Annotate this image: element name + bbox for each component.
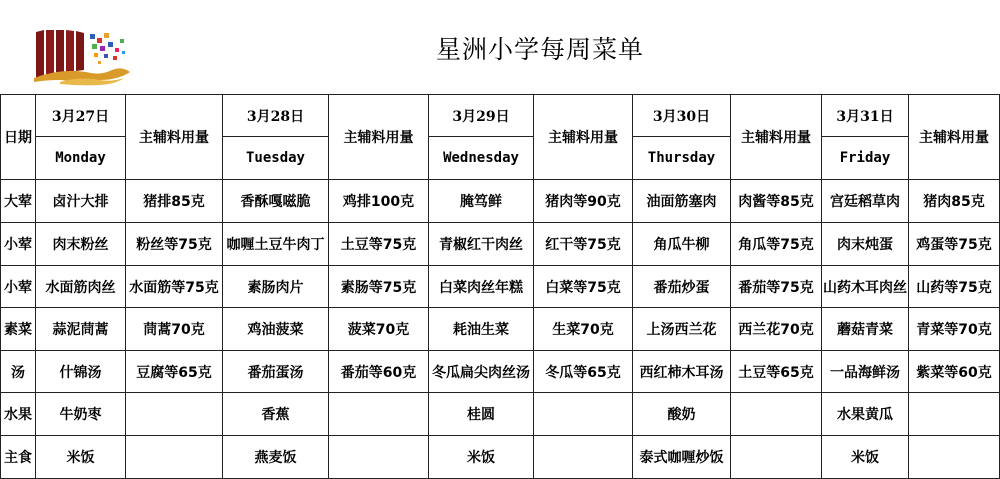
dish-cell: 番茄蛋汤 bbox=[223, 351, 329, 393]
menu-row bbox=[1, 308, 1000, 351]
day-date: 3月27日 bbox=[36, 95, 126, 137]
dish-cell: 肉末粉丝 bbox=[36, 223, 126, 266]
qty-cell: 鸡蛋等75克 bbox=[909, 223, 1000, 266]
qty-cell: 茼蒿70克 bbox=[126, 308, 223, 351]
menu-row bbox=[1, 180, 1000, 223]
qty-cell bbox=[534, 393, 633, 436]
menu-row bbox=[1, 393, 1000, 436]
day-date: 3月28日 bbox=[223, 95, 329, 137]
dish-cell: 水果黄瓜 bbox=[822, 393, 909, 436]
dish-cell: 燕麦饭 bbox=[223, 436, 329, 479]
qty-cell: 山药等75克 bbox=[909, 266, 1000, 308]
qty-cell bbox=[731, 393, 822, 436]
dish-cell: 宫廷稻草肉 bbox=[822, 180, 909, 223]
day-date: 3月30日 bbox=[633, 95, 731, 137]
dish-cell: 素肠肉片 bbox=[223, 266, 329, 308]
dish-cell: 米饭 bbox=[429, 436, 534, 479]
menu-row bbox=[1, 223, 1000, 266]
qty-cell bbox=[126, 436, 223, 479]
dish-cell: 香蕉 bbox=[223, 393, 329, 436]
dish-cell: 桂圆 bbox=[429, 393, 534, 436]
qty-cell: 紫菜等60克 bbox=[909, 351, 1000, 393]
dish-cell: 青椒红干肉丝 bbox=[429, 223, 534, 266]
qty-cell: 豆腐等65克 bbox=[126, 351, 223, 393]
qty-cell bbox=[534, 436, 633, 479]
menu-row bbox=[1, 436, 1000, 479]
qty-header: 主辅料用量 bbox=[909, 95, 1000, 180]
qty-cell: 鸡排100克 bbox=[329, 180, 429, 223]
qty-header: 主辅料用量 bbox=[126, 95, 223, 180]
dish-cell: 咖喱土豆牛肉丁 bbox=[223, 223, 329, 266]
qty-cell bbox=[126, 393, 223, 436]
qty-header: 主辅料用量 bbox=[329, 95, 429, 180]
qty-cell: 红干等75克 bbox=[534, 223, 633, 266]
qty-header: 主辅料用量 bbox=[731, 95, 822, 180]
day-weekday: Monday bbox=[36, 137, 126, 180]
day-weekday: Thursday bbox=[633, 137, 731, 180]
dish-cell: 番茄炒蛋 bbox=[633, 266, 731, 308]
qty-cell: 青菜等70克 bbox=[909, 308, 1000, 351]
day-date: 3月31日 bbox=[822, 95, 909, 137]
course-label: 素菜 bbox=[1, 308, 36, 351]
dish-cell: 冬瓜扁尖肉丝汤 bbox=[429, 351, 534, 393]
dish-cell: 上汤西兰花 bbox=[633, 308, 731, 351]
qty-cell: 西兰花70克 bbox=[731, 308, 822, 351]
course-label: 主食 bbox=[1, 436, 36, 479]
weekly-menu-table bbox=[0, 94, 1000, 479]
qty-cell: 猪排85克 bbox=[126, 180, 223, 223]
qty-cell: 番茄等60克 bbox=[329, 351, 429, 393]
dish-cell: 水面筋肉丝 bbox=[36, 266, 126, 308]
menu-row bbox=[1, 351, 1000, 393]
dish-cell: 腌笃鲜 bbox=[429, 180, 534, 223]
course-label: 水果 bbox=[1, 393, 36, 436]
course-label: 大荤 bbox=[1, 180, 36, 223]
dish-cell: 卤汁大排 bbox=[36, 180, 126, 223]
page-title: 星洲小学每周菜单 bbox=[436, 35, 645, 64]
dish-cell: 西红柿木耳汤 bbox=[633, 351, 731, 393]
qty-cell: 粉丝等75克 bbox=[126, 223, 223, 266]
day-weekday: Friday bbox=[822, 137, 909, 180]
row-header-label: 日期 bbox=[1, 95, 36, 180]
dish-cell: 白菜肉丝年糕 bbox=[429, 266, 534, 308]
qty-cell: 白菜等75克 bbox=[534, 266, 633, 308]
dish-cell: 蘑菇青菜 bbox=[822, 308, 909, 351]
qty-cell: 水面筋等75克 bbox=[126, 266, 223, 308]
day-date: 3月29日 bbox=[429, 95, 534, 137]
date-row bbox=[1, 95, 1000, 137]
dish-cell: 肉末炖蛋 bbox=[822, 223, 909, 266]
qty-cell: 菠菜70克 bbox=[329, 308, 429, 351]
qty-cell: 番茄等75克 bbox=[731, 266, 822, 308]
dish-cell: 山药木耳肉丝 bbox=[822, 266, 909, 308]
qty-cell bbox=[909, 393, 1000, 436]
qty-cell: 猪肉85克 bbox=[909, 180, 1000, 223]
dish-cell: 蒜泥茼蒿 bbox=[36, 308, 126, 351]
qty-cell bbox=[731, 436, 822, 479]
dish-cell: 油面筋塞肉 bbox=[633, 180, 731, 223]
school-logo bbox=[30, 24, 134, 86]
page-header bbox=[0, 0, 1000, 94]
dish-cell: 酸奶 bbox=[633, 393, 731, 436]
menu-row bbox=[1, 266, 1000, 308]
day-weekday: Wednesday bbox=[429, 137, 534, 180]
dish-cell: 耗油生菜 bbox=[429, 308, 534, 351]
qty-header: 主辅料用量 bbox=[534, 95, 633, 180]
qty-cell: 猪肉等90克 bbox=[534, 180, 633, 223]
dish-cell: 牛奶枣 bbox=[36, 393, 126, 436]
qty-cell: 冬瓜等65克 bbox=[534, 351, 633, 393]
dish-cell: 角瓜牛柳 bbox=[633, 223, 731, 266]
dish-cell: 米饭 bbox=[36, 436, 126, 479]
course-label: 小荤 bbox=[1, 266, 36, 308]
course-label: 小荤 bbox=[1, 223, 36, 266]
qty-cell: 角瓜等75克 bbox=[731, 223, 822, 266]
dish-cell: 香酥嘎嗞脆 bbox=[223, 180, 329, 223]
course-label: 汤 bbox=[1, 351, 36, 393]
dish-cell: 一品海鲜汤 bbox=[822, 351, 909, 393]
dish-cell: 鸡油菠菜 bbox=[223, 308, 329, 351]
qty-cell bbox=[329, 393, 429, 436]
qty-cell: 土豆等75克 bbox=[329, 223, 429, 266]
day-weekday: Tuesday bbox=[223, 137, 329, 180]
dish-cell: 什锦汤 bbox=[36, 351, 126, 393]
qty-cell bbox=[909, 436, 1000, 479]
qty-cell: 肉酱等85克 bbox=[731, 180, 822, 223]
qty-cell bbox=[329, 436, 429, 479]
qty-cell: 土豆等65克 bbox=[731, 351, 822, 393]
qty-cell: 素肠等75克 bbox=[329, 266, 429, 308]
dish-cell: 泰式咖喱炒饭 bbox=[633, 436, 731, 479]
dish-cell: 米饭 bbox=[822, 436, 909, 479]
qty-cell: 生菜70克 bbox=[534, 308, 633, 351]
